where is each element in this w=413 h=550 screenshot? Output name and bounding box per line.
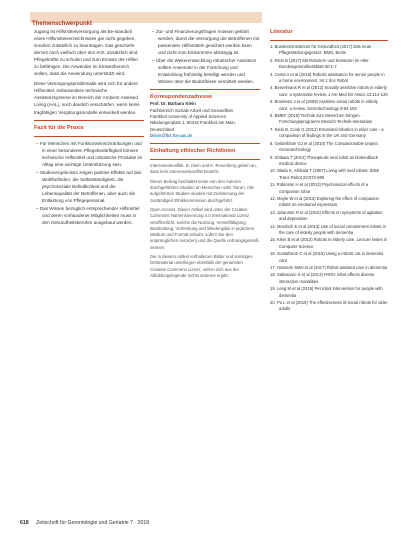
reference-item: 3. Cesta A et al (2016) Robotic assistance for senior people in a home environment. Int J Soc Robot bbox=[270, 71, 385, 84]
reference-item: 4. Bemelmans R et al (2012) Socially assistive robots in elderly care: a systematic review. J Am Med Dir Assoc 13:114-120 bbox=[270, 85, 388, 97]
journal-name: Zeitschrift für Gerontologie und Geriatrie 7 · 2018 bbox=[36, 520, 150, 526]
fazit-bullet: – Studienergebnisse zeigen positive Effekte auf das Wohlbefinden, die Selbstständigkeit, die psychosoziale Befindlichkeit und die Lebensqualität der Betroffenen, aber auch die Entlastung von Pflegepersonal. bbox=[36, 169, 142, 203]
ethics-paragraph: Die in diesem Artikel enthaltenen Bilder und sonstiges Drittmaterial unterliegen ebenfalls der genannten Creative Commons Lizenz, sofern sich aus der Abbildungslegende nichts anderes ergibt. bbox=[150, 254, 253, 278]
reference-item: 1. Bundesministerium für Gesundheit (2017) Das neue Pflegestärkungsgesetz. BMG, Berlin bbox=[270, 44, 372, 56]
reference-list bbox=[270, 44, 388, 313]
reference-item: 13. Jøranson N et al (2015) Effects on symptoms of agitation and depression bbox=[270, 209, 383, 222]
reference-item: 17. Hosseini SMH et al (2017) Robot-assisted care in dementia bbox=[270, 265, 388, 270]
address-line: Fachbereich Soziale Arbeit und Gesundheit, bbox=[150, 107, 234, 113]
email-link[interactable]: bklein@fb4.fra-uas.de bbox=[150, 132, 193, 138]
reference-item: 5. Broekens J et al (2009) Assistive social robots in elderly care: a review. Gerontechnology 8:94-103 bbox=[270, 99, 378, 111]
reference-item: 11. Robinson H et al (2013) Psychosocial effects of a companion robot bbox=[270, 182, 369, 194]
reference-item: 10. Wada K, Shibata T (2007) Living with seal robots. IEEE Trans Robot 23:972-980 bbox=[270, 168, 380, 180]
page-number: 618 bbox=[20, 520, 29, 526]
reference-item: 16. Gustafsson C et al (2015) Using a robotic cat in dementia care bbox=[270, 251, 384, 263]
address-line: Deutschland bbox=[150, 126, 174, 132]
section-header-bar bbox=[30, 12, 262, 27]
column-left bbox=[34, 28, 144, 227]
fazit-heading: Fazit für die Praxis bbox=[34, 124, 84, 131]
fazit-bullet: – Für Menschen mit Funktionseinschränkungen und in einer besonderen Pflegebedürftigkeit können technische Hilfsmittel und robotische Produkte im Alltag eine wichtige Unterstützung sein. bbox=[36, 140, 143, 167]
divider bbox=[34, 120, 144, 121]
column-right bbox=[270, 28, 388, 314]
page-footer bbox=[20, 520, 149, 526]
reference-item: 2. Klein B (2017) Mit Robotern und Sensoren im Alter. Bundesgesundheitsblatt 60:1-7 bbox=[270, 57, 370, 70]
ethics-paragraph: Interessenkonflikt. B. Klein und K. Rosenberg geben an, dass kein Interessenkonflikt besteht. bbox=[150, 163, 257, 175]
author-name: Prof. Dr. Barbara Klein bbox=[150, 101, 196, 107]
fazit-bullet: – Zur- und Finanzierungsfragen müssen geklärt werden, damit die Versorgung der Betroffenen mit passenden Hilfsmitteln gesichert werden kann und nicht vom Einkommen abhängig ist. bbox=[152, 29, 260, 56]
reference-item: 6. BMBF (2015) Technik zum Menschen bringen. Forschungsprogramm Mensch-Technik-Interaktion bbox=[270, 113, 373, 125]
literature-heading: Literatur bbox=[270, 29, 293, 35]
divider bbox=[150, 89, 260, 90]
address-line: Frankfurt University of Applied Sciences bbox=[150, 113, 226, 119]
reference-item: 14. Mordoch E et al (2013) Use of social commitment robots in the care of elderly people with dementia bbox=[270, 223, 386, 235]
reference-item: 15. Klein B et al (2013) Robots in elderly care. Lecture Notes in Computer Science bbox=[270, 237, 388, 249]
correspondence-heading: Korrespondenzadresse bbox=[150, 94, 213, 101]
correspondence-address bbox=[150, 101, 260, 139]
ethics-paragraph: Open Access. Dieser Artikel wird unter der Creative Commons Namensnennung 4.0 International Lizenz veröffentlicht, welche die Nutzung, Vervielfältigung, Bearbeitung, Verbreitung und Wiedergabe in jeglichem Medium und Format erlaubt, sofern Sie den ursprünglichen Autor(en) und die Quelle ordnungsgemäß nennen. bbox=[150, 206, 259, 250]
reference-item: 8. Gelderblom GJ et al (2010) The Companionable project. Gerontechnology bbox=[270, 140, 379, 153]
reference-item: 7. Klein B, Cook G (2012) Emotional robotics in elder care - a comparison of findings in the UK and Germany bbox=[270, 126, 384, 139]
fazit-bullet: – Über die Weiterentwicklung robotischer Assistenz sollten Anwender in der Forschung und Entwicklung frühzeitig beteiligt werden und Wissen über die Bedürfnisse vermittelt werden. bbox=[152, 58, 257, 85]
fazit-bullet: – Das Wissen bezüglich entsprechender Hilfsmittel und deren vorhandener Möglichkeiten muss in den Gesundheitsberufen ausgebaut werden. bbox=[36, 205, 140, 226]
body-paragraph: Diese Versorgungsproblematik wird sich für andere Hilfsmittel, insbesondere technische Assistenzsysteme im Bereich der Ambient Assisted Living (AAL), noch deutlich verschärfen, wenn keine tragfähigen Vergütungsmodelle entwickelt werden. bbox=[34, 81, 140, 115]
reference-item: 9. Shibata T (2012) Therapeutic seal robot as biofeedback medical device bbox=[270, 154, 378, 166]
column-middle bbox=[150, 28, 260, 282]
reference-item: 19. Leng M et al (2019) Pet robot intervention for people with dementia bbox=[270, 286, 383, 298]
divider bbox=[150, 143, 260, 144]
section-header-label: Themenschwerpunkt bbox=[32, 21, 93, 27]
ethics-heading: Einhaltung ethischer Richtlinien bbox=[150, 148, 236, 155]
ethics-paragraph: Dieser Beitrag beinhaltet keine von den Autoren durchgeführten Studien an Menschen oder Tieren. Alle aufgeführten Studien wurden mit Zustimmung der zuständigen Ethikkommission durchgeführt. bbox=[150, 178, 254, 203]
reference-item: 20. Pu L et al (2019) The effectiveness of social robots for older adults bbox=[270, 300, 388, 312]
reference-item: 18. Sabanovic S et al (2013) PARO robot affects diverse interaction modalities bbox=[270, 272, 375, 284]
divider bbox=[270, 40, 388, 41]
body-paragraph: zugang ist Hilfsmittelversorgung als Be-standteil eines Hilfsmittelverzeichnisses gar nicht gegeben, sondern zusätzlich zu beantragen. Das geschieht derzeit noch vielfach über den Arzt. Zusätzlich sind Pflegekräfte zu schulen und zum Einsatz der Hilfen zu befähigen. Die Anwender im Einsatzbereich wollen, dass die Anwendung unterstützt wird. bbox=[34, 29, 138, 77]
reference-item: 12. Moyle W et al (2013) Exploring the effect of companion robots on emotional expression bbox=[270, 195, 379, 208]
divider bbox=[150, 159, 260, 160]
address-line: Nibelungenplatz 1, 60318 Frankfurt am Main, bbox=[150, 120, 236, 126]
divider bbox=[34, 136, 144, 137]
